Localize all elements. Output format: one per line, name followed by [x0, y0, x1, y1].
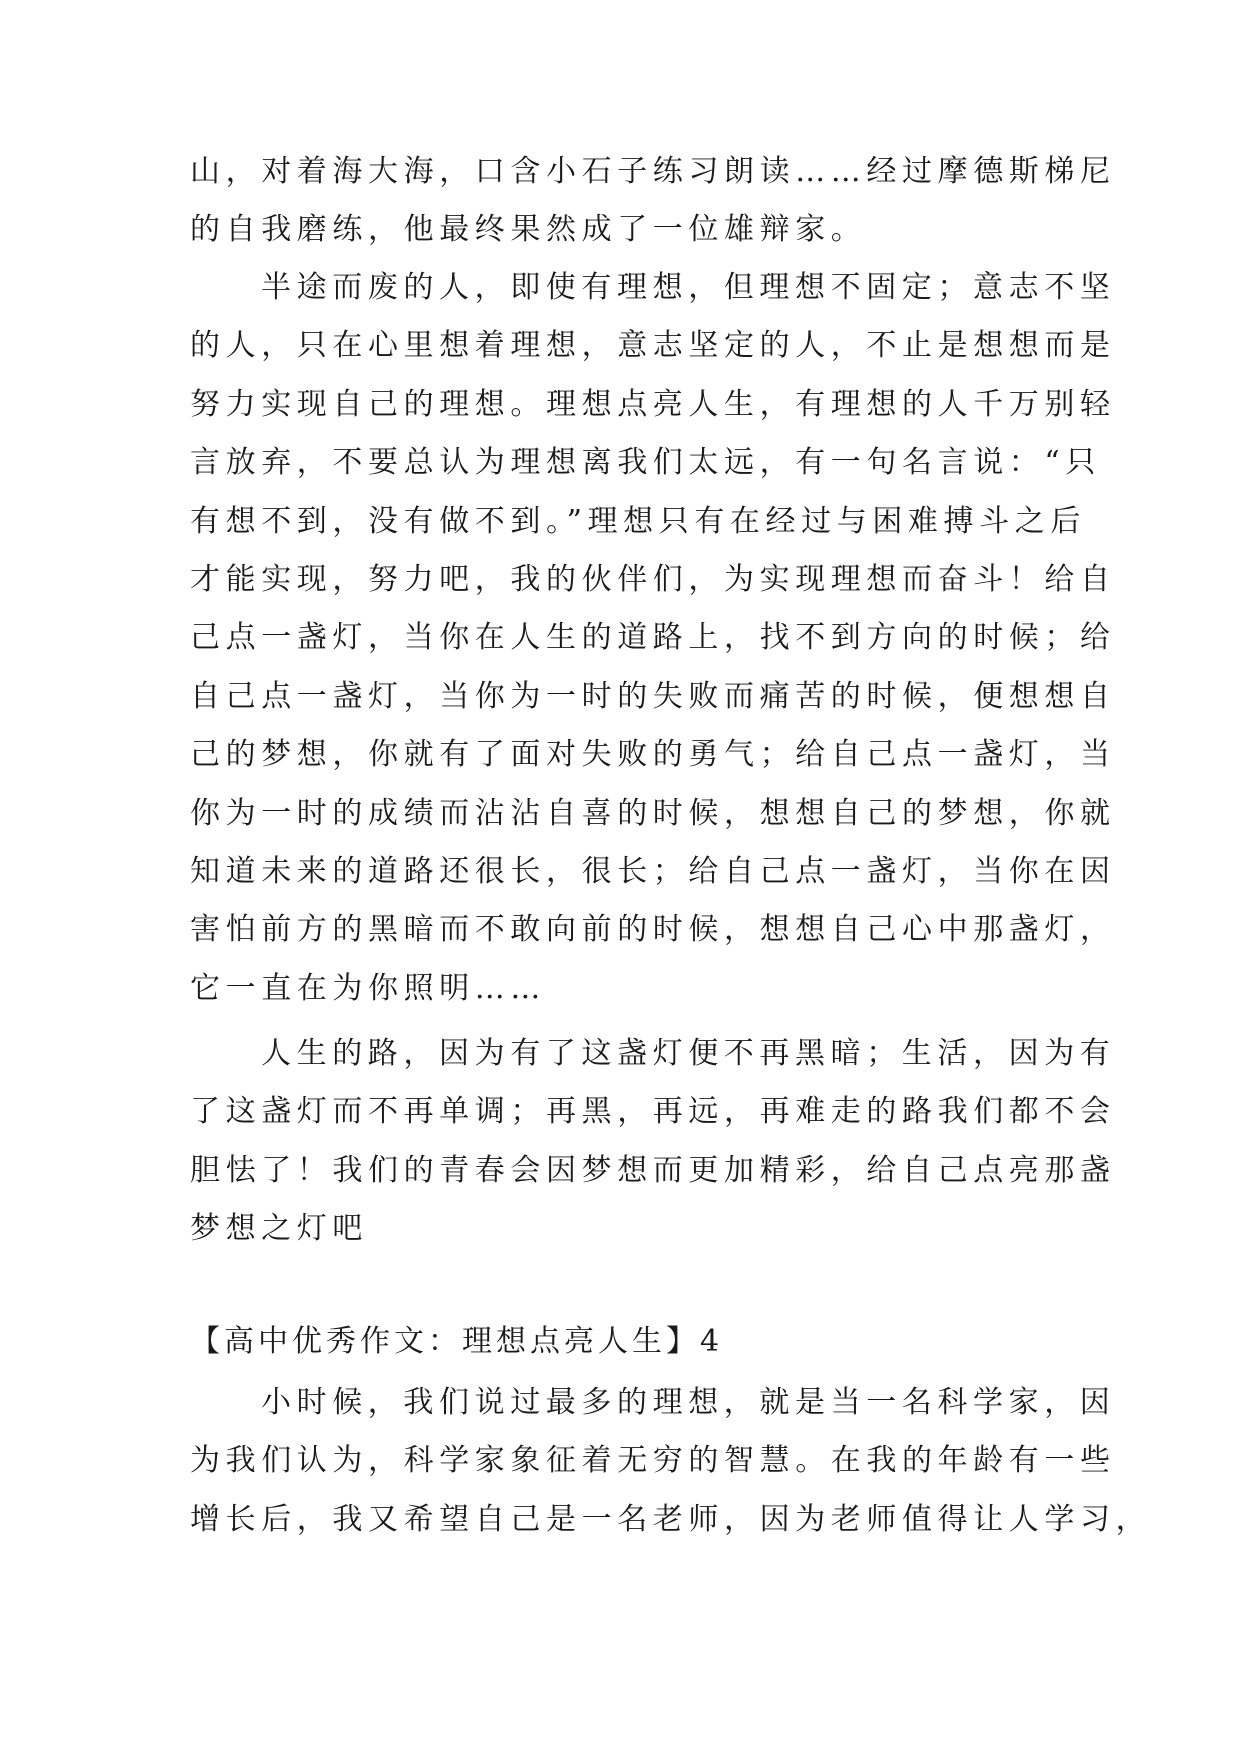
text-line: 有想不到，没有做不到。”理想只有在经过与困难搏斗之后	[190, 503, 1086, 539]
text-line: 的人，只在心里想着理想，意志坚定的人，不止是想想而是	[190, 328, 1116, 364]
text-line: 己的梦想，你就有了面对失败的勇气；给自己点一盏灯，当	[190, 737, 1116, 773]
text-line: 害怕前方的黑暗而不敢向前的时候，想想自己心中那盏灯，	[190, 912, 1116, 948]
text-line: 为我们认为，科学家象征着无穷的智慧。在我的年龄有一些	[190, 1443, 1116, 1479]
text-line: 小时候，我们说过最多的理想，就是当一名科学家，因	[261, 1385, 1116, 1420]
paragraph-childhood	[190, 1374, 1152, 1549]
paragraph-half-hearted	[190, 259, 1116, 1018]
text-line: 己点一盏灯，当你在人生的道路上，找不到方向的时候；给	[190, 620, 1116, 656]
paragraph-life-road	[190, 1025, 1116, 1259]
text-line: 知道未来的道路还很长，很长；给自己点一盏灯，当你在因	[190, 853, 1116, 889]
text-line: 山，对着海大海，口含小石子练习朗读……经过摩德斯梯尼	[190, 154, 1116, 189]
paragraph-continuation	[190, 143, 1116, 260]
text-line: 半途而废的人，即使有理想，但理想不固定；意志不坚	[261, 270, 1116, 305]
text-line: 胆怯了！我们的青春会因梦想而更加精彩，给自己点亮那盏	[190, 1152, 1116, 1188]
text-line: 的自我磨练，他最终果然成了一位雄辩家。	[190, 212, 867, 248]
text-line: 言放弃，不要总认为理想离我们太远，有一句名言说：“只	[190, 445, 1101, 481]
text-line: 自己点一盏灯，当你为一时的失败而痛苦的时候，便想想自	[190, 678, 1116, 714]
essay-heading: 【高中优秀作文：理想点亮人生】4	[190, 1324, 724, 1359]
text-line: 人生的路，因为有了这盏灯便不再黑暗；生活，因为有	[261, 1036, 1116, 1071]
text-line: 梦想之灯吧	[190, 1211, 368, 1247]
text-line: 才能实现，努力吧，我的伙伴们，为实现理想而奋斗！给自	[190, 561, 1116, 597]
text-line: 增长后，我又希望自己是一名老师，因为老师值得让人学习，	[190, 1501, 1152, 1537]
text-line: 它一直在为你照明……	[190, 970, 546, 1006]
text-line: 了这盏灯而不再单调；再黑，再远，再难走的路我们都不会	[190, 1094, 1116, 1130]
text-line: 你为一时的成绩而沾沾自喜的时候，想想自己的梦想，你就	[190, 795, 1116, 831]
text-line: 努力实现自己的理想。理想点亮人生，有理想的人千万别轻	[190, 386, 1116, 422]
